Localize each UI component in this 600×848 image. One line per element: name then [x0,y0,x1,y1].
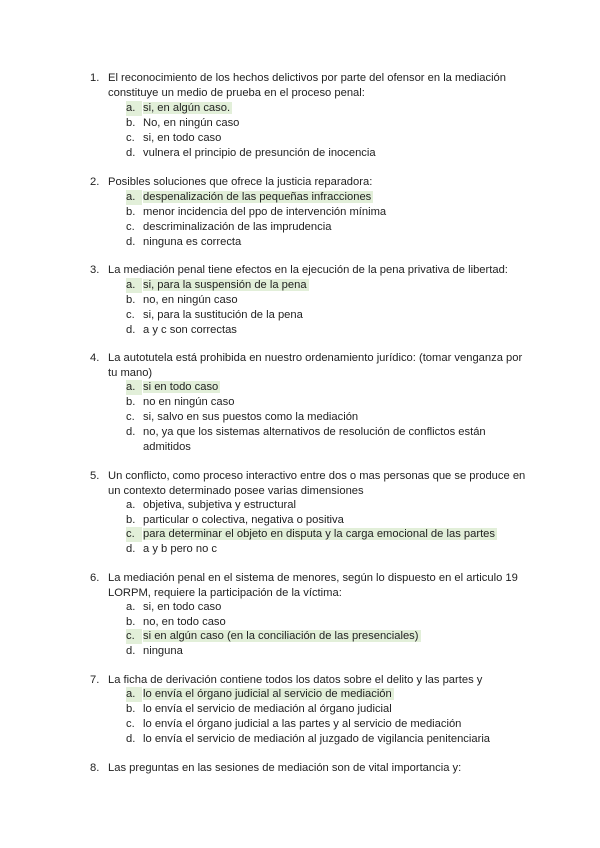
option-letter: a. [126,101,142,116]
option-letter: c. [126,629,142,644]
question-number: 8. [90,762,100,774]
question-stem: La autotutela está prohibida en nuestro ordenamiento jurídico: (tomar venganza por tu mano) [108,352,523,379]
question-number: 4. [90,352,100,364]
question-stem: El reconocimiento de los hechos delictivos por parte del ofensor en la mediación constituye un medio de prueba en el proceso penal: [108,72,507,99]
option-letter: b. [126,616,136,628]
option-letter: c. [126,132,135,144]
option-text: particular o colectiva, negativa o positiva [143,514,344,526]
option-text: descriminalización de las imprudencia [143,221,332,233]
question-stem: Las preguntas en las sesiones de mediación son de vital importancia y: [108,762,462,774]
option-text: a y c son correctas [143,324,237,336]
option-text: si, en todo caso [143,601,222,613]
option-text: para determinar el objeto en disputa y la carga emocional de las partes [143,528,495,540]
option-text: lo envía el órgano judicial al servicio de mediación [143,688,392,700]
option-text: si en todo caso [143,381,219,393]
question-stem: La ficha de derivación contiene todos los datos sobre el delito y las partes y [108,674,483,686]
option-letter: d. [126,147,136,159]
question-stem: Un conflicto, como proceso interactivo entre dos o mas personas que se produce en un contexto determinado posee varias dimensiones [108,470,526,497]
option-letter: c. [126,718,135,730]
question-stem: La mediación penal en el sistema de menores, según lo dispuesto en el articulo 19 LORPM, requiere la participación de la víctima: [108,572,518,599]
option-text: si, en todo caso [143,132,222,144]
option-text: despenalización de las pequeñas infracciones [143,191,372,203]
option-letter: c. [126,309,135,321]
option-text: no, en todo caso [143,616,226,628]
option-letter: a. [126,601,136,613]
option-text: no en ningún caso [143,396,235,408]
question-number: 2. [90,176,100,188]
option-letter: a. [126,190,142,205]
option-text: vulnera el principio de presunción de inocencia [143,147,376,159]
option-text: lo envía el órgano judicial a las partes y al servicio de mediación [143,718,462,730]
question-number: 5. [90,470,100,482]
option-letter: d. [126,426,136,438]
option-text: si, en algún caso. [143,102,231,114]
question-number: 7. [90,674,100,686]
option-letter: d. [126,543,136,555]
option-letter: b. [126,206,136,218]
option-text: no, ya que los sistemas alternativos de resolución de conflictos están admitidos [143,426,486,453]
question-number: 3. [90,264,100,276]
option-text: lo envía el servicio de mediación al órgano judicial [143,703,392,715]
option-letter: c. [126,527,142,542]
option-letter: d. [126,645,136,657]
option-letter: a. [126,380,142,395]
option-text: No, en ningún caso [143,117,240,129]
option-letter: d. [126,733,136,745]
option-text: menor incidencia del ppo de intervención mínima [143,206,387,218]
option-letter: a. [126,278,142,293]
question-number: 6. [90,572,100,584]
option-text: si, para la suspensión de la pena [143,279,307,291]
question-stem: La mediación penal tiene efectos en la ejecución de la pena privativa de libertad: [108,264,508,276]
option-text: a y b pero no c [143,543,218,555]
option-text: si, salvo en sus puestos como la mediación [143,411,359,423]
option-letter: b. [126,294,136,306]
option-letter: c. [126,411,135,423]
option-letter: d. [126,236,136,248]
option-letter: a. [126,499,136,511]
question-number: 1. [90,72,100,84]
option-letter: b. [126,117,136,129]
option-letter: b. [126,396,136,408]
option-letter: b. [126,514,136,526]
option-text: si, para la sustitución de la pena [143,309,303,321]
option-text: ninguna [143,645,183,657]
option-text: objetiva, subjetiva y estructural [143,499,296,511]
option-text: ninguna es correcta [143,236,242,248]
question-stem: Posibles soluciones que ofrece la justicia reparadora: [108,176,373,188]
option-letter: d. [126,324,136,336]
option-letter: b. [126,703,136,715]
option-text: no, en ningún caso [143,294,238,306]
option-text: si en algún caso (en la conciliación de las presenciales) [143,630,419,642]
option-letter: c. [126,221,135,233]
option-text: lo envía el servicio de mediación al juzgado de vigilancia penitenciaria [143,733,491,745]
option-letter: a. [126,687,142,702]
